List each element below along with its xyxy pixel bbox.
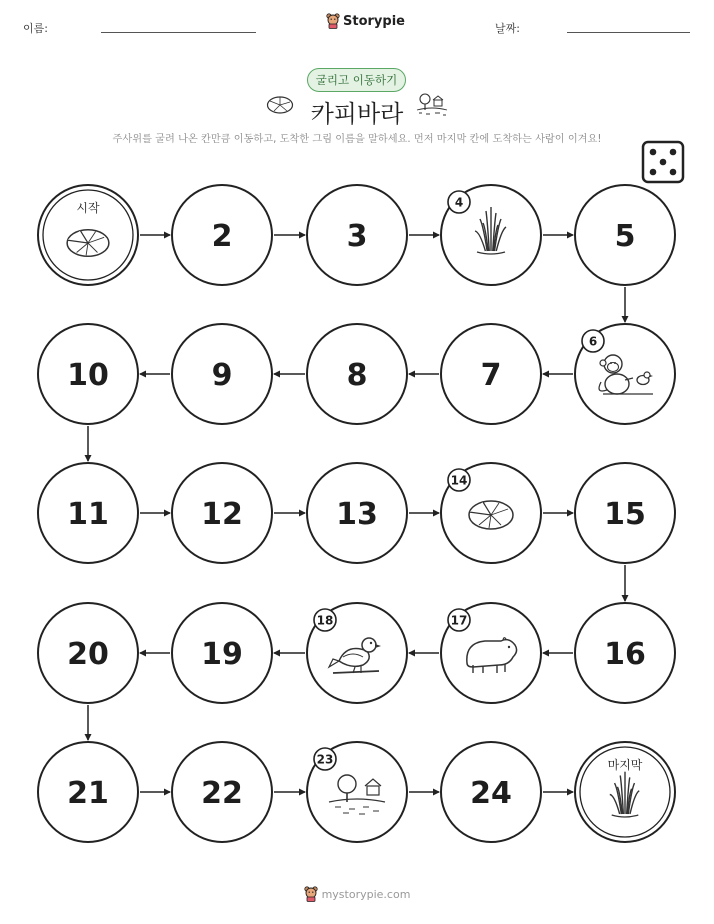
board-cell-17[interactable]	[441, 603, 541, 703]
cell-number: 18	[316, 613, 334, 628]
cell-number: 23	[316, 752, 334, 767]
activity-tag: 굴리고 이동하기	[307, 68, 406, 92]
board-cell-12[interactable]	[172, 463, 272, 563]
board-cell-7[interactable]	[441, 324, 541, 424]
board-cell-3[interactable]	[307, 185, 407, 285]
cell-number: 24	[470, 776, 512, 811]
cell-number: 15	[604, 497, 646, 532]
footer	[0, 886, 714, 902]
dice-pip	[660, 159, 667, 166]
footer-site[interactable]: mystorypie.com	[321, 887, 411, 901]
board-cell-5[interactable]	[575, 185, 675, 285]
board-cell-23[interactable]	[307, 742, 407, 842]
cell-number: 11	[67, 497, 109, 532]
cell-number: 6	[588, 334, 598, 349]
board-cell-1[interactable]	[38, 185, 138, 285]
board-cell-22[interactable]	[172, 742, 272, 842]
board-cell-14[interactable]	[441, 463, 541, 563]
cell-number: 10	[67, 358, 109, 393]
cell-number: 9	[211, 358, 233, 393]
cell-number: 4	[454, 195, 464, 210]
name-label: 이름:	[23, 22, 48, 35]
board-cell-16[interactable]	[575, 603, 675, 703]
cell-number: 22	[201, 776, 243, 811]
board-cell-20[interactable]	[38, 603, 138, 703]
board-cell-10[interactable]	[38, 324, 138, 424]
board-cell-18[interactable]	[307, 603, 407, 703]
cell-number: 19	[201, 637, 243, 672]
cell-number: 2	[211, 219, 233, 254]
cell-number: 3	[346, 219, 368, 254]
board-cell-9[interactable]	[172, 324, 272, 424]
cell-number: 17	[450, 613, 468, 628]
cell-number: 16	[604, 637, 646, 672]
cell-number: 12	[201, 497, 243, 532]
page-title: 카피바라	[310, 100, 404, 128]
dice-pip	[650, 169, 657, 176]
dice-icon	[643, 142, 683, 182]
cell-number: 7	[480, 358, 502, 393]
board-cell-19[interactable]	[172, 603, 272, 703]
board-cell-13[interactable]	[307, 463, 407, 563]
dice-pip	[650, 149, 657, 156]
lily-pad-icon	[67, 230, 109, 257]
cell-number: 5	[614, 219, 636, 254]
board-cell-4[interactable]	[441, 185, 541, 285]
cell-number: 8	[346, 358, 368, 393]
start-label: 시작	[76, 201, 100, 215]
board-cell-8[interactable]	[307, 324, 407, 424]
board-cell-15[interactable]	[575, 463, 675, 563]
date-label: 날짜:	[495, 22, 520, 35]
lily-pad-icon	[469, 501, 513, 529]
cell-number: 21	[67, 776, 109, 811]
bear-mascot-icon	[304, 886, 318, 902]
brand-name: Storypie	[343, 13, 405, 29]
board-cell-24[interactable]	[441, 742, 541, 842]
instructions: 주사위를 굴려 나온 칸만큼 이동하고, 도착한 그림 이름을 말하세요. 먼저 마지막 칸에 도착하는 사람이 이겨요!	[112, 134, 602, 145]
cell-number: 13	[336, 497, 378, 532]
board-cell-21[interactable]	[38, 742, 138, 842]
board-cell-6[interactable]	[575, 324, 675, 424]
board-cell-11[interactable]	[38, 463, 138, 563]
finish-label: 마지막	[607, 758, 643, 772]
board-cell-25[interactable]	[575, 742, 675, 842]
cell-number: 20	[67, 637, 109, 672]
dice-pip	[670, 169, 677, 176]
cell-number: 14	[450, 473, 468, 488]
board-cell-2[interactable]	[172, 185, 272, 285]
dice-pip	[670, 149, 677, 156]
